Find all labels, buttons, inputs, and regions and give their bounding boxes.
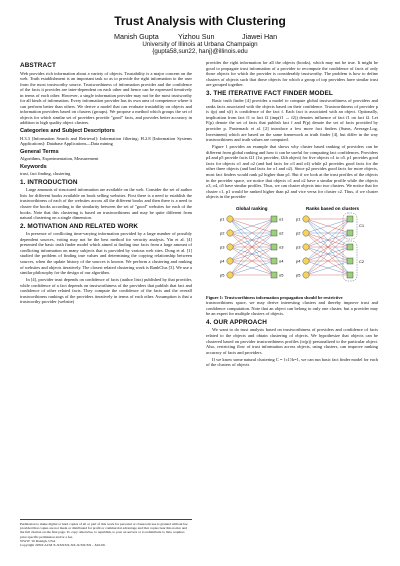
cluster-label: C1	[359, 222, 365, 228]
provider-label: p5	[296, 272, 301, 278]
section-1-heading: 1. INTRODUCTION	[20, 178, 78, 186]
footnote-permission: Permission to make digital or hard copies of all or part of this work for personal or classroom use is granted without fee provided that copies are not made or distributed for profit or commercial advantage and that copies bear this notice and the full citation on the first page. To copy otherwise, to republish, to post on servers or to redistribute to lists, requires prior specific permission and/or a fee.	[20, 522, 188, 539]
affiliation-block	[0, 41, 400, 56]
continued-paragraph: provides the right information for all the objects (books), which may not be true. It might be good to propagate trust information of a provider to recompute the confidence of facts of only those objects for which the provider is considerably trustworthy. The problem is how to define clusters of objects such that those objects for which a group of top providers have similar trust are grouped together.	[206, 60, 378, 88]
footnote-copyright: Copyright 20XX ACM X-XXXXX-XX-X/XX/XX ...$10.00.	[20, 543, 106, 548]
keywords-heading: Keywords	[20, 163, 47, 170]
general-terms-text: Algorithms, Experimentation, Measurement	[20, 156, 99, 162]
cluster-label: C2	[359, 258, 365, 264]
email-list: {gupta58,sun22, hanj}@illinois.edu	[152, 48, 248, 56]
provider-node	[303, 272, 309, 278]
object-node	[271, 244, 277, 250]
cluster-ranking-network	[296, 213, 365, 281]
keywords-text: trust, fact finding, clustering	[20, 171, 71, 177]
provider-label: p3	[296, 244, 301, 250]
paper-title: Trust Analysis with Clustering	[114, 14, 286, 28]
provider-label: p4	[220, 258, 225, 264]
object-node	[271, 216, 277, 222]
figure-1-caption: Figure 1: Trustworthiness information propagation should be restrictive	[206, 294, 343, 300]
object-label: o5	[279, 272, 284, 278]
section-1-paragraph: Large amounts of structured information are available on the web. Consider the set of author lists for different books available on book selling websites. First there is a need to establish the trustworthiness of each of the websites across all the different books and then there is a need to cluster the books according to the similarity between the set of "good" websites for each of the books. Note that this clustering is based on trustworthiness and may be quite different from natural clustering on a single dimension.	[20, 187, 192, 221]
section-4-paragraph: We want to do trust analysis based on trustworthiness of providers and confidence of facts related to the objects and obtain clustering of objects. We hypothesize that objects can be clustered based on provider trustworthiness profiles (tc(p)) personalized to the particular object. Also, restricting flow of trust information across objects, using clusters, can improve ranking accuracy of facts and providers.	[206, 327, 378, 355]
figure-label-right: Ranks based on clusters	[306, 205, 360, 211]
categories-heading: Categories and Subject Descriptors	[20, 128, 115, 135]
object-label: o2	[279, 230, 284, 236]
provider-node	[303, 230, 309, 236]
provider-node	[227, 230, 233, 236]
footnote	[20, 519, 192, 547]
section-2-paragraph: In [4], provider trust depends on confidence of facts (author lists) published by that provider, while confidence of a fact depends on trustworthiness of the providers that publish that fact and confidence of other related facts. They compute the confidence of the facts and the overall trustworthiness rankings of the providers iteratively in terms of each other. Assumption is that a trustworthy provider (website)	[20, 277, 192, 305]
object-label: o1	[279, 216, 284, 222]
object-label: o3	[279, 244, 284, 250]
abstract-heading: ABSTRACT	[20, 62, 56, 69]
figure-label-left: Global ranking	[236, 205, 268, 211]
abstract-text: Web provides rich information about a variety of objects. Trustability is a major concern on the web. Truth establishment is an important task so as to provide the right information to the user from the most trustworthy source. Trustworthiness of information provider and the confidence of the facts it provides are inter-dependent on each other and hence can be expressed iteratively in terms of each other. However, a single information provider may not be the most trustworthy for all kinds of information. Every information provider has its own area of competence where it can perform better than others. We derive a model that can evaluate trustability on objects and information providers based on clusters (groups). We propose a method which groups the set of objects for which similar set of providers provide "good" facts, and provides better accuracy in addition to high quality object clusters.	[20, 70, 192, 126]
provider-label: p2	[220, 230, 225, 236]
object-node	[271, 258, 277, 264]
section-3-heading: 3. THE ITERATIVE FACT FINDER MODEL	[206, 89, 333, 97]
provider-node	[303, 244, 309, 250]
section-2-paragraph: In presence of conflicting time-varying information provided by a large number of possibly dependent sources, voting may not be the best method for veracity analysis. Yin et al. [4] presented the basic truth finder model which aimed at finding true facts from a large amount of conflicting information on many subjects that is provided by various web sites. Dong et al. [1] studied the problem of finding true values and determining the copying relationship between sources, when the update history of the sources is known. We perform a clustering and ranking of websites and objects iteratively. The closest related clustering work is RankClus [3]. We use a similar philosophy for the design of our algorithm.	[20, 231, 192, 276]
provider-label: p4	[296, 258, 301, 264]
footnote-venue: WWW '10 Raleigh, USA	[20, 538, 56, 543]
provider-node	[227, 258, 233, 264]
object-node	[347, 272, 353, 278]
provider-node	[227, 272, 233, 278]
provider-label: p1	[296, 216, 301, 222]
figure-1-diagram	[206, 203, 378, 293]
categories-text: H.3.3 [Information Search and Retrieval]: Information filtering; H.2.8 [Information Systems Applications]: Database Applications—Data mining	[20, 135, 192, 147]
object-node	[347, 244, 353, 250]
section-2-heading: 2. MOTIVATION AND RELATED WORK	[20, 222, 139, 230]
section-4-heading: 4. OUR APPROACH	[206, 318, 267, 326]
global-ranking-network	[220, 216, 284, 278]
author-1: Manish Gupta	[114, 32, 159, 41]
provider-label: p1	[220, 216, 225, 222]
provider-node	[303, 216, 309, 222]
object-node	[347, 258, 353, 264]
provider-node	[227, 244, 233, 250]
provider-label: p2	[296, 230, 301, 236]
author-3: Jiawei Han	[242, 32, 278, 41]
object-label: o4	[279, 258, 284, 264]
object-node	[271, 272, 277, 278]
section-3-paragraph-cont: trustworthiness space, we may derive interesting clusters and thereby improve trust and confidence computation. Note that an object can belong to only one cluster, but a provider may be an expert for multiple clusters of objects.	[206, 300, 378, 317]
left-column	[20, 60, 192, 307]
section-4-paragraph: If we know some natural clustering C = {c1}k=1, we can run basic fact finder model for each of the clusters of objects	[206, 356, 378, 368]
figure-1	[206, 203, 378, 293]
provider-label: p5	[220, 272, 225, 278]
right-column	[206, 60, 378, 369]
affiliation: University of Illinois at Urbana Champaign	[142, 41, 258, 48]
object-node	[347, 216, 353, 222]
object-node	[347, 230, 353, 236]
general-terms-heading: General Terms	[20, 148, 59, 155]
section-3-paragraph: Figure 1 provides an example that shows why cluster based ranking of providers can be different from global ranking and how it can be useful for computing fact confidences. Providers p4 and p5 provide facts f21 (1st provider, f2th object) for five objects o1 to o5. p1 provides good facts for objects o1 and o2 (and bad facts for o3 and o4) while p2 provides good facts for the other three objects (and bad facts for o1 and o2). Since p2 provides good facts for more objects, most fact finders would rank p2 higher than p1. But if we look at the trust profiles of the objects in the provider space, we notice that objects o1 and o2 have a similar profile while the objects o3, o4, o5 have similar profiles. Thus, we can cluster objects into two clusters. We notice that for cluster c1, p1 would be ranked higher than p2 and vice versa for cluster c2. Thus, if we cluster objects in the provider	[206, 144, 379, 200]
provider-node	[227, 216, 233, 222]
provider-node	[303, 258, 309, 264]
provider-label: p3	[220, 244, 225, 250]
object-node	[271, 230, 277, 236]
section-3-paragraph: Basic truth finder [4] provides a model to compute global trustworthiness of providers and ranks facts associated with the objects based on their confidence. Trustworthiness of provider p is t(p) and s(f) is confidence of the fact f. Each fact is associated with an object. Optionally, implication from fact f1 to fact f2 (imp(f1 → f2)) denotes influence of fact f1 on fact f2. Let F(p) denote the set of facts that publish fact f and P(p) denote the set of facts provided by provider p. Pasternack et al. [2] introduce a few more fact finders (Sums, Average.Log, Investment) which are based on the same framework as truth finder [4], but differ in the way trustworthiness and truth values are computed.	[206, 98, 378, 143]
author-2: Yizhou Sun	[178, 32, 215, 41]
